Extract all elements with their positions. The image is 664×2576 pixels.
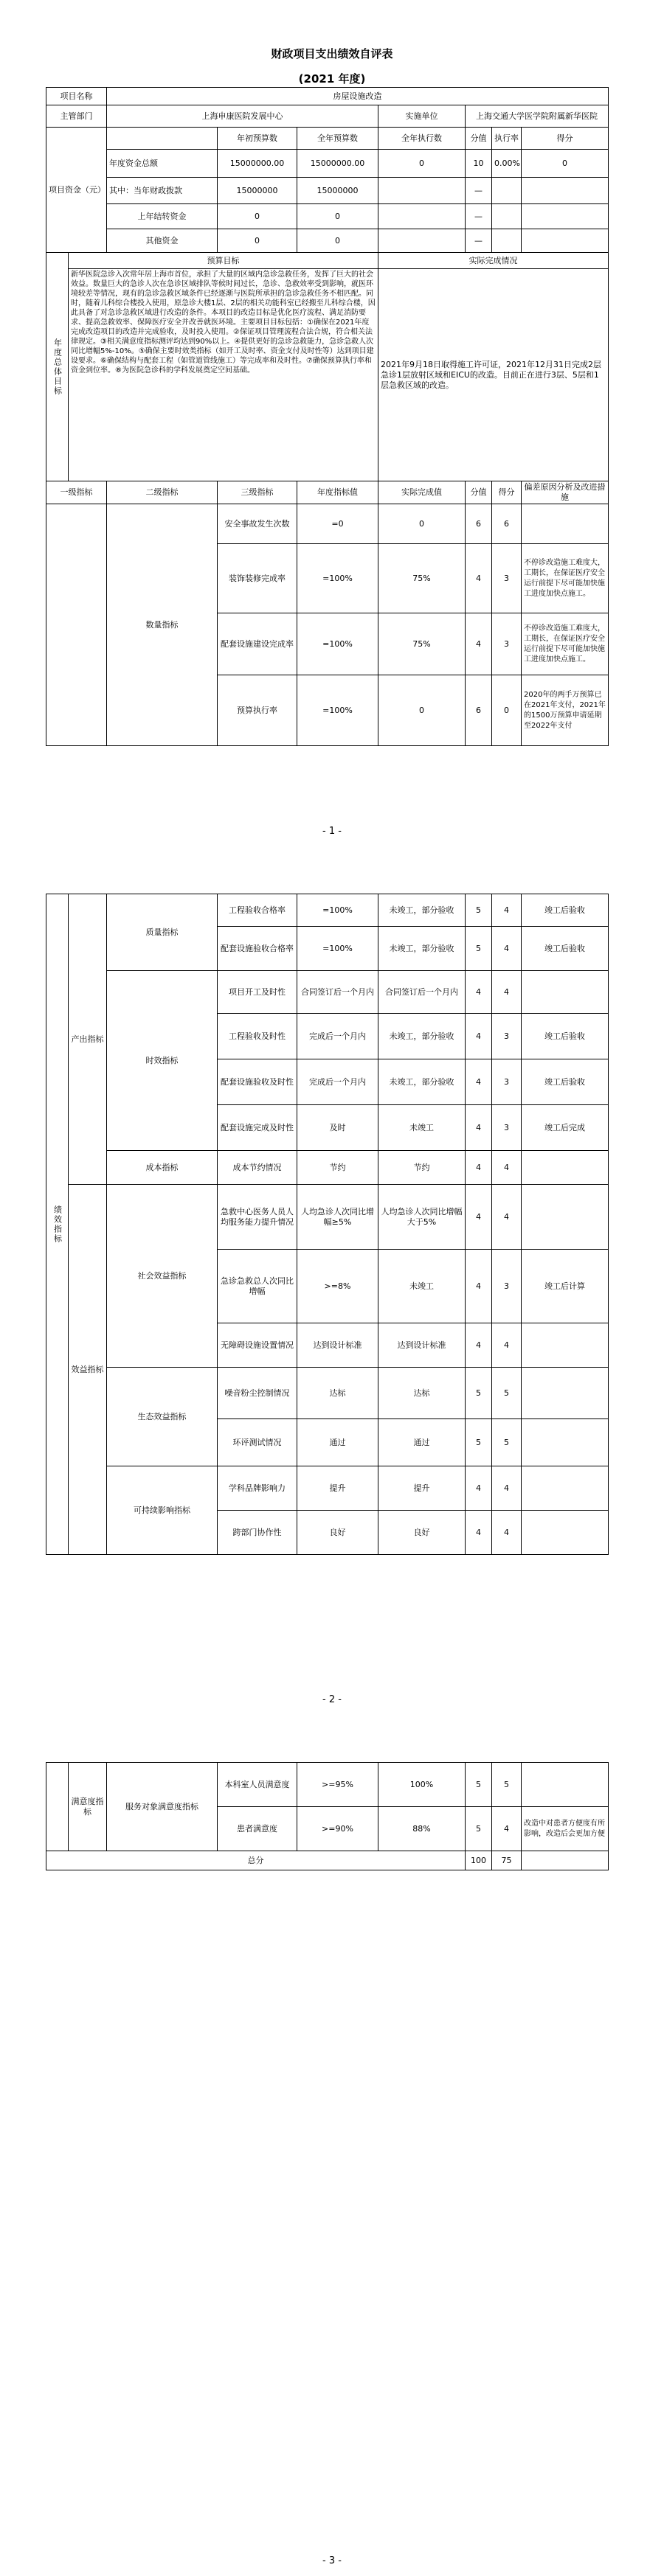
target-value: =100% [297,613,378,675]
target-value: 完成后一个月内 [297,1014,378,1059]
second-level-sustain: 可持续影响指标 [107,1466,218,1555]
got: 3 [492,613,522,675]
got: 5 [492,1419,522,1466]
score: 5 [466,1368,492,1419]
actual-value: 提升 [378,1466,466,1511]
funds-label: 项目资金（元） [46,128,107,253]
reason: 竣工后计算 [522,1250,609,1323]
score: 4 [466,1466,492,1511]
goals-side-label: 年度总体目标 [46,253,69,481]
score: 4 [466,1511,492,1555]
third-level: 患者满意度 [218,1807,297,1851]
side-blank [46,1763,69,1851]
got: 5 [492,1763,522,1807]
third-level: 学科品牌影响力 [218,1466,297,1511]
target-value: 完成后一个月内 [297,1059,378,1105]
ind-header-got: 得分 [492,481,522,504]
third-level: 工程验收及时性 [218,1014,297,1059]
impl-name: 上海交通大学医学院附属新华医院 [466,105,609,128]
funds-row-name: 上年结转资金 [107,204,218,229]
actual-value: 未竣工，部分验收 [378,894,466,927]
reason: 竣工后验收 [522,927,609,971]
reason [522,1511,609,1555]
target-value: 提升 [297,1466,378,1511]
target-value: =100% [297,894,378,927]
reason: 不停诊改造施工难度大，工期长，在保证医疗安全运行前提下尽可能加快施工进度加快点施工。 [522,613,609,675]
actual-value: 0 [378,504,466,544]
third-level: 跨部门协作性 [218,1511,297,1555]
second-level-quality: 质量指标 [107,894,218,971]
first-level-satisfaction: 满意度指标 [69,1763,107,1851]
second-level-eco: 生态效益指标 [107,1368,218,1466]
second-level-time: 时效指标 [107,971,218,1151]
third-level: 项目开工及时性 [218,971,297,1014]
page-number: - 1 - [322,826,342,837]
got: 4 [492,1511,522,1555]
target-value: 达标 [297,1368,378,1419]
score: 5 [466,894,492,927]
target-value: 节约 [297,1151,378,1185]
ind-header-third: 三级指标 [218,481,297,504]
actual-value: 未竣工 [378,1105,466,1151]
target-value: 人均急诊人次同比增幅≥5% [297,1185,378,1250]
got: 3 [492,1014,522,1059]
project-name-label: 项目名称 [46,88,107,105]
funds-header-d: 分值 [466,128,492,150]
funds-cell [378,178,466,204]
goals-actual-header: 实际完成情况 [378,253,609,269]
third-level: 急救中心医务人员人均服务能力提升情况 [218,1185,297,1250]
funds-cell: 0 [218,229,297,253]
third-level: 急诊急救总人次同比增幅 [218,1250,297,1323]
funds-cell: — [466,178,492,204]
dept-label: 主管部门 [46,105,107,128]
third-level: 成本节约情况 [218,1151,297,1185]
actual-value: 88% [378,1807,466,1851]
ind-header-reason: 偏差原因分析及改进措施 [522,481,609,504]
score: 5 [466,1763,492,1807]
got: 4 [492,1466,522,1511]
evaluation-table-page2 [46,894,609,1555]
document-year: (2021 年度) [298,72,366,86]
reason: 改造中对患者方便度有所影响，改造后会更加方便 [522,1807,609,1851]
actual-value: 未竣工，部分验收 [378,1014,466,1059]
second-level-quantity: 数量指标 [107,504,218,746]
target-value: =100% [297,675,378,746]
goals-actual-text: 2021年9月18日取得施工许可证，2021年12月31日完成2层急诊1层放射区域和EICU的改造。目前正在进行3层、5层和1层急救区域的改造。 [378,269,609,481]
score: 4 [466,613,492,675]
score: 4 [466,544,492,613]
third-level: 配套设施完成及时性 [218,1105,297,1151]
funds-cell [492,178,522,204]
funds-cell: 0 [218,204,297,229]
target-value: >=95% [297,1763,378,1807]
impl-label: 实施单位 [378,105,466,128]
third-level: 装饰装修完成率 [218,544,297,613]
reason: 不停诊改造施工难度大，工期长，在保证医疗安全运行前提下尽可能加快施工进度加快点施工。 [522,544,609,613]
funds-cell: 15000000.00 [297,150,378,178]
score: 4 [466,1014,492,1059]
actual-value: 未竣工 [378,1250,466,1323]
actual-value: 人均急诊人次同比增幅大于5% [378,1185,466,1250]
score: 5 [466,927,492,971]
funds-cell: 15000000.00 [218,150,297,178]
target-value: =100% [297,927,378,971]
actual-value: 未竣工，部分验收 [378,1059,466,1105]
second-level-service: 服务对象满意度指标 [107,1763,218,1851]
got: 4 [492,927,522,971]
page-number: - 2 - [322,1694,342,1705]
actual-value: 良好 [378,1511,466,1555]
funds-cell [492,229,522,253]
funds-cell: 0 [297,204,378,229]
funds-cell: 0 [522,150,609,178]
got: 4 [492,971,522,1014]
actual-value: 达到设计标准 [378,1323,466,1368]
reason: 2020年的两手万预算已在2021年支付，2021年的1500万预算申请延期至2022年支付 [522,675,609,746]
funds-cell: — [466,204,492,229]
got: 6 [492,504,522,544]
got: 3 [492,544,522,613]
funds-header-a: 年初预算数 [218,128,297,150]
actual-value: 节约 [378,1151,466,1185]
reason [522,971,609,1014]
score: 4 [466,1151,492,1185]
third-level: 噪音粉尘控制情况 [218,1368,297,1419]
first-level-output: 产出指标 [69,894,107,1185]
score: 4 [466,1185,492,1250]
funds-header-c: 全年执行数 [378,128,466,150]
funds-header-e: 执行率 [492,128,522,150]
third-level: 配套设施验收合格率 [218,927,297,971]
reason [522,1323,609,1368]
third-level: 配套设施验收及时性 [218,1059,297,1105]
actual-value: 0 [378,675,466,746]
got: 0 [492,675,522,746]
actual-value: 75% [378,613,466,675]
actual-value: 通过 [378,1419,466,1466]
target-value: 通过 [297,1419,378,1466]
total-reason-blank [522,1851,609,1870]
reason: 竣工后完成 [522,1105,609,1151]
score: 5 [466,1419,492,1466]
target-value: =100% [297,544,378,613]
perf-side-label: 绩效指标 [46,894,69,1555]
reason [522,1419,609,1466]
score: 4 [466,971,492,1014]
target-value: 合同签订后一个月内 [297,971,378,1014]
first-level-benefit: 效益指标 [69,1185,107,1555]
target-value: 达到设计标准 [297,1323,378,1368]
total-got: 75 [492,1851,522,1870]
actual-value: 合同签订后一个月内 [378,971,466,1014]
score: 4 [466,1250,492,1323]
reason [522,1151,609,1185]
score: 4 [466,1323,492,1368]
got: 3 [492,1250,522,1323]
got: 4 [492,894,522,927]
reason: 竣工后验收 [522,1059,609,1105]
third-level: 配套设施建设完成率 [218,613,297,675]
dept-name: 上海申康医院发展中心 [107,105,378,128]
target-value: >=90% [297,1807,378,1851]
funds-header-f: 得分 [522,128,609,150]
actual-value: 100% [378,1763,466,1807]
third-level: 无障碍设施设置情况 [218,1323,297,1368]
first-level-blank [46,504,107,746]
goals-target-text: 新华医院急诊入次常年居上海市首位，承担了大量的区域内急诊急救任务，发挥了巨大的社会效益。数量巨大的急诊人次在急诊区域排队等候时间过长，急诊、急救效率受到影响，就医环境较差等情况，现有的急诊急救区域条件已经逐渐与医院所承担的急诊急救任务不相匹配。同时，随着儿科综合楼投入使用，原急诊大楼1层、2层的相关功能科室已经搬至儿科综合楼，因此具备了对急诊急救区域进行改造的条件。本项目的改造目标是优化医疗流程、满足消防要求、提高急救效率、保障医疗安全并改善就医环境。主要项目目标包括：①确保在2021年度完成改造项目的改造并完成验收，及时投入使用。②保证项目管理流程合法合规，符合相关法律规定。③相关满意度指标测评均达到90%以上。④提供更好的急诊急救能力，急诊急救人次同比增幅5%-10%。⑤确保主要时效类指标（如开工及时率、资金支付及时性等）达到项目建设要求。⑥确保结构与配套工程（如管道管线施工）等完成率和及时性。⑦确保预算执行率和资金到位率。⑧为医院急诊科的学科发展奠定空间基础。 [69,269,378,481]
target-value: >=8% [297,1250,378,1323]
ind-header-actual: 实际完成值 [378,481,466,504]
funds-header-blank [107,128,218,150]
evaluation-table-page3 [46,1762,609,1870]
page-number: - 3 - [322,2555,342,2566]
second-level-cost: 成本指标 [107,1151,218,1185]
document-title: 财政项目支出绩效自评表 [271,47,393,60]
reason [522,504,609,544]
reason [522,1763,609,1807]
funds-cell [522,229,609,253]
funds-cell: 0.00% [492,150,522,178]
reason: 竣工后验收 [522,1014,609,1059]
third-level: 预算执行率 [218,675,297,746]
funds-cell: 0 [297,229,378,253]
score: 6 [466,504,492,544]
got: 4 [492,1323,522,1368]
got: 4 [492,1151,522,1185]
got: 5 [492,1368,522,1419]
funds-cell: 10 [466,150,492,178]
funds-cell [522,204,609,229]
third-level: 工程验收合格率 [218,894,297,927]
goals-target-header: 预算目标 [69,253,378,269]
second-level-social: 社会效益指标 [107,1185,218,1368]
funds-row-name: 年度资金总额 [107,150,218,178]
funds-row-name: 其他资金 [107,229,218,253]
funds-cell [522,178,609,204]
ind-header-first: 一级指标 [46,481,107,504]
score: 4 [466,1105,492,1151]
reason [522,1466,609,1511]
target-value: 良好 [297,1511,378,1555]
ind-header-second: 二级指标 [107,481,218,504]
ind-header-target: 年度指标值 [297,481,378,504]
funds-cell [492,204,522,229]
score: 6 [466,675,492,746]
score: 4 [466,1059,492,1105]
funds-cell: 0 [378,150,466,178]
got: 4 [492,1807,522,1851]
third-level: 本科室人员满意度 [218,1763,297,1807]
total-label: 总分 [46,1851,466,1870]
funds-cell: 15000000 [218,178,297,204]
funds-header-b: 全年预算数 [297,128,378,150]
actual-value: 未竣工，部分验收 [378,927,466,971]
reason [522,1368,609,1419]
funds-cell [378,204,466,229]
actual-value: 达标 [378,1368,466,1419]
target-value: 及时 [297,1105,378,1151]
evaluation-table-page1 [46,87,609,746]
actual-value: 75% [378,544,466,613]
third-level: 环评测试情况 [218,1419,297,1466]
funds-cell: 15000000 [297,178,378,204]
funds-row-name: 其中：当年财政拨款 [107,178,218,204]
funds-cell [378,229,466,253]
got: 3 [492,1105,522,1151]
funds-cell: — [466,229,492,253]
got: 4 [492,1185,522,1250]
reason [522,1185,609,1250]
got: 3 [492,1059,522,1105]
total-score: 100 [466,1851,492,1870]
third-level: 安全事故发生次数 [218,504,297,544]
target-value: =0 [297,504,378,544]
score: 5 [466,1807,492,1851]
project-name: 房屋设施改造 [107,88,609,105]
ind-header-score: 分值 [466,481,492,504]
reason: 竣工后验收 [522,894,609,927]
